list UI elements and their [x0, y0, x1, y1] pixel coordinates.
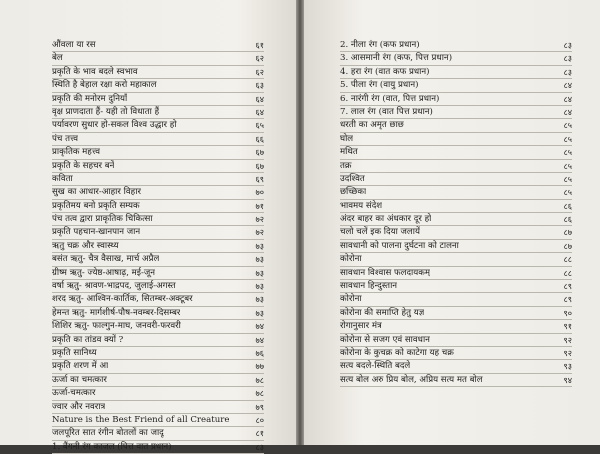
toc-entry-page-number: ६१ — [255, 40, 264, 50]
toc-entry-title: ज्वार और नवरात्र — [52, 401, 106, 412]
toc-entry — [52, 360, 264, 373]
toc-entry-title: 5. पीला रंग (वायु प्रधान) — [340, 80, 419, 91]
toc-entry-title: सुख का आधार-आहार विहार — [52, 187, 141, 198]
toc-entry-page-number: ८८ — [563, 267, 572, 278]
toc-entry-title: हेमन्त ऋतु- मार्गशीर्ष-पौष-नवम्बर-दिसम्बर — [52, 307, 181, 318]
toc-entry — [340, 280, 572, 293]
toc-entry-title: धरती का अमृत छाछ — [340, 120, 404, 131]
toc-entry-page-number: ६५ — [255, 120, 264, 131]
toc-entry — [340, 307, 572, 320]
toc-entry-title: पर्यावरण सुधार हो-सकल विश्व उद्धार हो — [52, 120, 177, 131]
toc-entry — [52, 66, 264, 79]
toc-entry-page-number: ९० — [563, 307, 572, 318]
toc-entry-title: प्रकृति शरण में आ — [52, 361, 109, 372]
toc-entry-page-number: ८३ — [255, 441, 264, 452]
toc-entry-title: कोरोना — [340, 294, 362, 305]
toc-entry-title: वृक्ष प्राणदाता हैं- यही तो विधाता हैं — [52, 106, 160, 117]
toc-entry-page-number: ८९ — [563, 294, 572, 305]
toc-entry-title: वर्षा ऋतु- श्रावण-भाद्रपद, जुलाई-अगस्त — [52, 281, 176, 292]
toc-entry-title: पंच तत्व द्वारा प्राकृतिक चिकित्सा — [52, 214, 153, 225]
toc-entry — [340, 52, 572, 65]
toc-entry — [340, 106, 572, 119]
toc-entry-title: ऋतु चक्र और स्वास्थ्य — [52, 240, 119, 251]
toc-entry — [52, 133, 264, 146]
toc-entry — [340, 226, 572, 239]
toc-entry — [52, 307, 264, 320]
toc-entry-page-number: ७४ — [255, 321, 264, 332]
toc-entry-title: 4. हरा रंग (वात कफ प्रधान) — [340, 66, 430, 77]
toc-entry-title: प्रकृतिमय बनो प्रकृति सम्यक — [52, 200, 140, 211]
toc-entry-page-number: ९२ — [563, 347, 572, 358]
toc-entry — [52, 93, 264, 106]
toc-entry — [340, 186, 572, 199]
right-contents-list — [340, 39, 572, 387]
toc-entry-title: कविता — [52, 173, 73, 184]
toc-entry-page-number: ७४ — [255, 334, 264, 345]
toc-entry — [52, 119, 264, 132]
toc-entry — [52, 39, 264, 52]
toc-entry-title: तक्र — [340, 160, 352, 171]
toc-entry-page-number: ८३ — [563, 66, 572, 77]
toc-entry-page-number: ७१ — [255, 200, 264, 211]
toc-entry — [52, 186, 264, 199]
toc-entry — [52, 320, 264, 333]
toc-entry-page-number: ७७ — [255, 361, 264, 372]
toc-entry-page-number: ८१ — [255, 428, 264, 439]
toc-entry-title: प्रकृति के सहचर बनें — [52, 160, 115, 171]
toc-entry-page-number: ६६ — [255, 133, 264, 144]
toc-entry — [52, 106, 264, 119]
toc-entry-title: औंवला या रस — [52, 40, 96, 50]
toc-entry-title: जलपूरित सात रंगीन बोतलों का जादू — [52, 428, 164, 439]
toc-entry — [340, 93, 572, 106]
toc-entry-page-number: ६३ — [255, 80, 264, 91]
toc-entry-page-number: ८५ — [563, 173, 572, 184]
toc-entry-title: शिशिर ऋतु- फाल्गुन-माघ, जनवरी-फरवरी — [52, 321, 181, 332]
toc-entry-page-number: ६७ — [255, 160, 264, 171]
toc-entry-title: उदश्वित — [340, 173, 365, 184]
toc-entry-page-number: ७८ — [255, 388, 264, 399]
toc-entry-page-number: ८५ — [563, 120, 572, 131]
toc-entry — [340, 267, 572, 280]
toc-entry — [52, 280, 264, 293]
toc-entry-title: सावधान विश्वास फलदायकम् — [340, 267, 430, 278]
toc-entry — [340, 240, 572, 253]
toc-entry — [52, 200, 264, 213]
toc-entry — [340, 320, 572, 333]
toc-entry-page-number: ७२ — [255, 214, 264, 225]
toc-entry-page-number: ७२ — [255, 227, 264, 238]
toc-entry-title: प्रकृति की मनोरम दुनियाँ — [52, 93, 128, 104]
toc-entry-title: ग्रीष्म ऋतु- ज्येष्ठ-आषाढ़, मई-जून — [52, 267, 156, 278]
toc-entry — [340, 374, 572, 387]
toc-entry — [52, 226, 264, 239]
toc-entry-title: चलो चलें इक दिया जलायें — [340, 227, 420, 238]
toc-entry-title: 3. आसमानी रंग (कफ, पित्त प्रधान) — [340, 53, 453, 64]
toc-entry-title: शरद ऋतु- आश्विन-कार्तिक, सितम्बर-अक्टूबर — [52, 294, 193, 305]
toc-entry-page-number: ८६ — [563, 214, 572, 225]
toc-entry-page-number: ६४ — [255, 93, 264, 104]
toc-entry-title: प्रकृति के भाव बदले स्वभाव — [52, 66, 138, 77]
toc-entry-title: सत्य बोल अरु प्रिय बोल, अप्रिय सत्य मत बोल — [340, 374, 483, 385]
toc-entry — [340, 173, 572, 186]
toc-entry-title: कोरोना से सजग एवं सावधान — [340, 334, 430, 345]
toc-entry — [52, 213, 264, 226]
toc-entry — [340, 79, 572, 92]
toc-entry-page-number: ८७ — [563, 240, 572, 251]
toc-entry-page-number: ८५ — [563, 187, 572, 198]
toc-entry-title: ऊर्जा-चमत्कार — [52, 388, 96, 399]
toc-entry-title: स्थिति है बेहाल रक्षा करो महाकाल — [52, 80, 157, 91]
toc-entry-title: प्रकृति का तांडव क्यों ? — [52, 334, 124, 345]
toc-entry-title: 7. लाल रंग (वात पित्त प्रधान) — [340, 106, 433, 117]
toc-entry — [52, 374, 264, 387]
toc-entry-title: भावमय संदेश — [340, 200, 383, 211]
toc-entry-title: बेल — [52, 53, 63, 64]
toc-entry-page-number: ८० — [255, 414, 264, 425]
toc-entry-title: 2. नीला रंग (कफ प्रधान) — [340, 40, 420, 50]
toc-entry-page-number: ८३ — [563, 40, 572, 50]
toc-entry-title: कोरोना के कुचक्र को काटेगा यह चक्र — [340, 347, 454, 358]
toc-entry-title: घोल — [340, 133, 354, 144]
left-contents-list — [52, 39, 264, 454]
toc-entry — [340, 360, 572, 373]
toc-entry — [340, 133, 572, 146]
toc-entry — [340, 213, 572, 226]
toc-entry-title: 1. बैंगनी रंग काजल (पित्त वात प्रधान) — [52, 441, 172, 452]
toc-entry-page-number: ७० — [255, 187, 264, 198]
toc-entry-page-number: ६७ — [255, 147, 264, 158]
toc-entry-page-number: ६२ — [255, 66, 264, 77]
toc-entry-page-number: ७३ — [255, 267, 264, 278]
toc-entry-page-number: ७६ — [255, 347, 264, 358]
toc-entry-page-number: ७३ — [255, 307, 264, 318]
toc-entry-page-number: ७८ — [255, 374, 264, 385]
toc-entry-title: प्राकृतिक महत्त्व — [52, 147, 100, 158]
toc-entry-page-number: ८९ — [563, 281, 572, 292]
right-page — [304, 0, 600, 445]
toc-entry-title: प्रकृति सानिध्य — [52, 347, 97, 358]
toc-entry — [340, 200, 572, 213]
toc-entry — [340, 146, 572, 159]
toc-entry-title: प्रकृति पहचान-खानपान जान — [52, 227, 141, 238]
toc-entry — [340, 347, 572, 360]
toc-entry-title: बसंत ऋतु- चैत्र वैसाख, मार्च अप्रैल — [52, 254, 160, 265]
toc-entry — [52, 240, 264, 253]
toc-entry-title: सावधान हिन्दुस्तान — [340, 281, 398, 292]
toc-entry — [52, 52, 264, 65]
toc-entry-page-number: ७३ — [255, 294, 264, 305]
toc-entry-page-number: ८५ — [563, 160, 572, 171]
toc-entry-title: मथित — [340, 147, 358, 158]
toc-entry — [52, 401, 264, 414]
toc-entry-title: छच्छिका — [340, 187, 367, 198]
toc-entry-page-number: ८५ — [563, 133, 572, 144]
toc-entry-page-number: ८७ — [563, 227, 572, 238]
toc-entry — [52, 441, 264, 454]
toc-entry — [340, 253, 572, 266]
toc-entry — [340, 119, 572, 132]
toc-entry-page-number: ८३ — [563, 53, 572, 64]
toc-entry — [52, 387, 264, 400]
toc-entry-page-number: ६२ — [255, 53, 264, 64]
toc-entry-title: कोरोना — [340, 254, 362, 265]
toc-entry — [340, 66, 572, 79]
toc-entry — [340, 334, 572, 347]
toc-entry-page-number: ८६ — [563, 200, 572, 211]
toc-entry-page-number: ८४ — [563, 106, 572, 117]
toc-entry — [52, 173, 264, 186]
toc-entry — [52, 414, 264, 427]
toc-entry-page-number: ६४ — [255, 106, 264, 117]
toc-entry-title: Nature is the Best Friend of all Creature — [52, 414, 230, 425]
toc-entry-page-number: ९४ — [563, 374, 572, 385]
toc-entry-page-number: ८४ — [563, 80, 572, 91]
toc-entry — [52, 146, 264, 159]
toc-entry — [52, 253, 264, 266]
toc-entry-page-number: ८४ — [563, 93, 572, 104]
left-page — [0, 0, 296, 452]
toc-entry-title: ऊर्जा का चमत्कार — [52, 374, 107, 385]
toc-entry-title: कोरोना की समाप्ति हेतु यज्ञ — [340, 307, 425, 318]
toc-entry — [52, 334, 264, 347]
toc-entry-page-number: ७३ — [255, 281, 264, 292]
toc-entry-page-number: ८८ — [563, 254, 572, 265]
toc-entry-page-number: ६९ — [255, 173, 264, 184]
toc-entry-title: रोगानुसार मंत्र — [340, 321, 382, 332]
toc-entry-title: सावधानी को पालना दुर्घटना को टालना — [340, 240, 459, 251]
toc-entry — [52, 293, 264, 306]
toc-entry-page-number: ९२ — [563, 334, 572, 345]
toc-entry-page-number: ७३ — [255, 240, 264, 251]
toc-entry — [52, 427, 264, 440]
toc-entry — [340, 160, 572, 173]
toc-entry — [52, 79, 264, 92]
toc-entry — [340, 293, 572, 306]
toc-entry-title: सत्य बदले-स्थिति बदले — [340, 361, 411, 372]
toc-entry-title: अंदर बाहर का अंधकार दूर हो — [340, 214, 432, 225]
toc-entry-page-number: ८५ — [563, 147, 572, 158]
toc-entry — [340, 39, 572, 52]
toc-entry-title: पंच तत्त्व — [52, 133, 79, 144]
toc-entry-page-number: ७९ — [255, 401, 264, 412]
toc-entry — [52, 160, 264, 173]
toc-entry-title: 6. नारंगी रंग (वात, पित्त प्रधान) — [340, 93, 440, 104]
toc-entry-page-number: ९१ — [563, 321, 572, 332]
toc-entry — [52, 347, 264, 360]
toc-entry-page-number: ९३ — [563, 361, 572, 372]
toc-entry-page-number: ७३ — [255, 254, 264, 265]
book-gutter — [296, 0, 304, 445]
toc-entry — [52, 267, 264, 280]
